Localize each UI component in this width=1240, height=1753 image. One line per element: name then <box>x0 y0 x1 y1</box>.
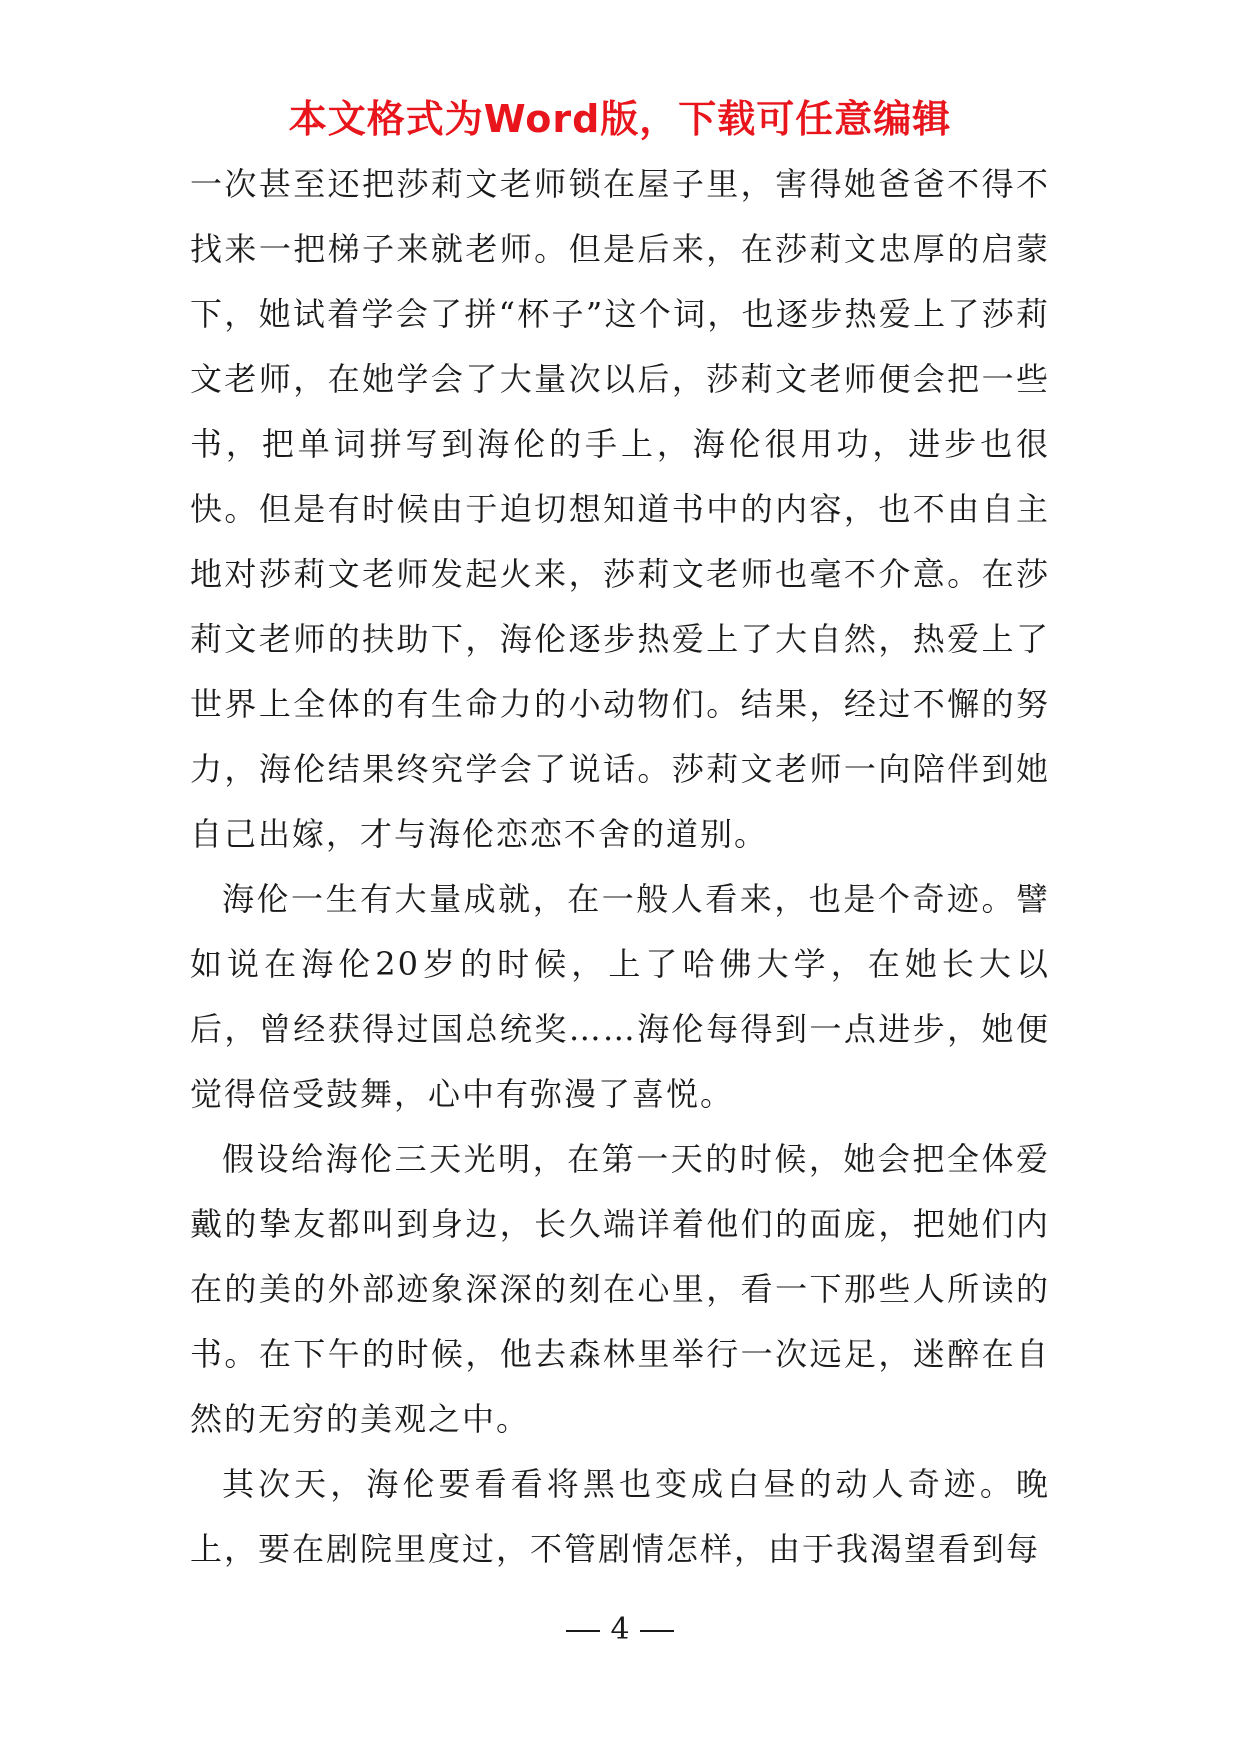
paragraph-2: 海伦一生有大量成就，在一般人看来，也是个奇迹。譬如说在海伦20岁的时候，上了哈佛大学，在她长大以后，曾经获得过国总统奖……海伦每得到一点进步，她便觉得倍受鼓舞，心中有弥漫了喜悦。 <box>190 880 1050 1113</box>
paragraph-4: 其次天，海伦要看看将黑也变成白昼的动人奇迹。晚上，要在剧院里度过，不管剧情怎样，由于我渴望看到每 <box>190 1465 1050 1568</box>
page-number: 4 <box>610 1612 630 1647</box>
footer-dash-left <box>566 1630 600 1632</box>
paragraph-1: 一次甚至还把莎莉文老师锁在屋子里，害得她爸爸不得不找来一把梯子来就老师。但是后来，在莎莉文忠厚的启蒙下，她试着学会了拼“杯子”这个词，也逐步热爱上了莎莉文老师，在她学会了大量次以后，莎莉文老师便会把一些书，把单词拼写到海伦的手上，海伦很用功，进步也很快。但是有时候由于迫切想知道书中的内容，也不由自主地对莎莉文老师发起火来，莎莉文老师也毫不介意。在莎莉文老师的扶助下，海伦逐步热爱上了大自然，热爱上了世界上全体的有生命力的小动物们。结果，经过不懈的努力，海伦结果终究学会了说话。莎莉文老师一向陪伴到她自己出嫁，才与海伦恋恋不舍的道别。 <box>190 165 1050 853</box>
footer-dash-right <box>640 1630 674 1632</box>
paragraph-3: 假设给海伦三天光明，在第一天的时候，她会把全体爱戴的挚友都叫到身边，长久端详着他们的面庞，把她们内在的美的外部迹象深深的刻在心里，看一下那些人所读的书。在下午的时候，他去森林里举行一次远足，迷醉在自然的无穷的美观之中。 <box>190 1140 1050 1438</box>
header-banner: 本文格式为Word版，下载可任意编辑 <box>288 97 952 141</box>
document-body <box>190 152 1050 1582</box>
page-footer <box>0 1612 1240 1647</box>
